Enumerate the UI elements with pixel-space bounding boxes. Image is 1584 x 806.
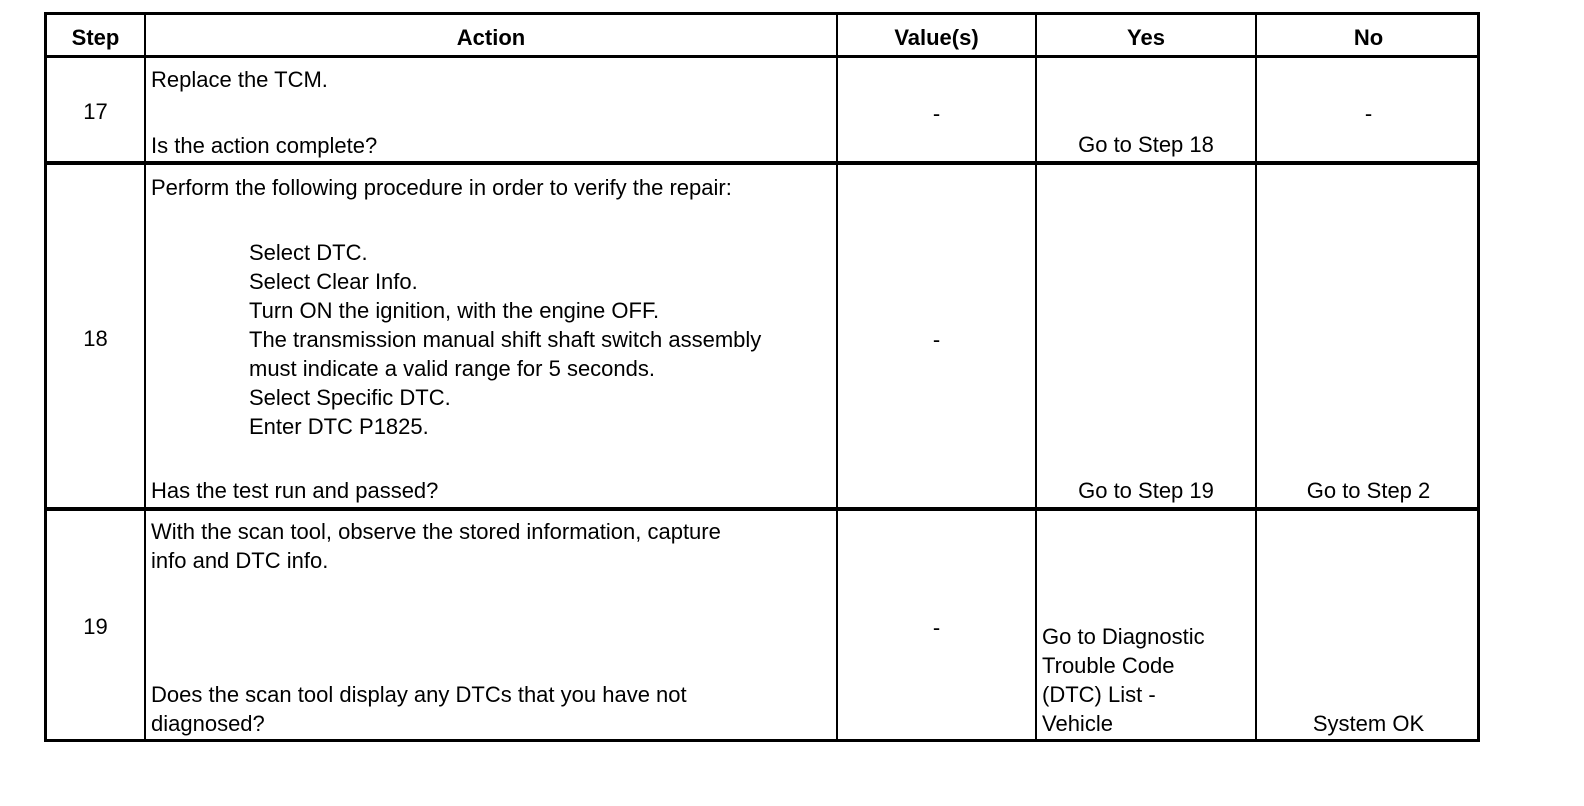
action-text [151, 517, 721, 575]
action-question: Is the action complete? [151, 133, 378, 158]
action-question: Has the test run and passed? [151, 478, 439, 503]
header-action: Action [456, 25, 526, 50]
header-values: Value(s) [894, 25, 979, 50]
header-no: No [1353, 25, 1384, 50]
action-text: Replace the TCM. [151, 67, 328, 92]
procedure-step: Select DTC. [249, 240, 368, 265]
procedure-step: Select Specific DTC. [249, 385, 451, 410]
procedure-list [249, 238, 761, 441]
no-cell: - [1364, 101, 1373, 126]
action-text-line: With the scan tool, observe the stored information, capture [151, 519, 721, 544]
no-cell: Go to Step 2 [1306, 478, 1431, 503]
diagnostic-table [44, 12, 1480, 742]
yes-cell-line: (DTC) List - [1042, 682, 1156, 707]
yes-cell [1042, 622, 1205, 738]
column-divider [1035, 15, 1037, 739]
action-text: Perform the following procedure in order to verify the repair: [151, 175, 732, 200]
procedure-step: Enter DTC P1825. [249, 414, 429, 439]
yes-cell: Go to Step 19 [1078, 478, 1214, 503]
values-cell: - [932, 101, 941, 126]
row-divider [47, 507, 1477, 511]
yes-cell-line: Vehicle [1042, 711, 1113, 736]
procedure-step: The transmission manual shift shaft switch assembly [249, 327, 762, 352]
yes-cell-line: Go to Diagnostic [1042, 624, 1205, 649]
procedure-step: Select Clear Info. [249, 269, 418, 294]
row-divider [47, 161, 1477, 165]
no-cell: System OK [1312, 711, 1425, 736]
header-yes: Yes [1127, 25, 1165, 50]
step-number: 19 [83, 614, 108, 639]
yes-cell: Go to Step 18 [1078, 132, 1214, 157]
column-divider [144, 15, 146, 739]
procedure-step: Turn ON the ignition, with the engine OFF. [249, 298, 660, 323]
step-number: 17 [83, 99, 108, 124]
values-cell: - [932, 615, 941, 640]
action-question-line: diagnosed? [151, 711, 265, 736]
action-text-line: info and DTC info. [151, 548, 329, 573]
action-question-line: Does the scan tool display any DTCs that you have not [151, 682, 687, 707]
step-number: 18 [83, 326, 108, 351]
action-question [151, 680, 687, 738]
header-step: Step [71, 25, 120, 50]
procedure-step: must indicate a valid range for 5 seconds. [249, 356, 656, 381]
values-cell: - [932, 327, 941, 352]
yes-cell-line: Trouble Code [1042, 653, 1175, 678]
row-divider [47, 55, 1477, 58]
